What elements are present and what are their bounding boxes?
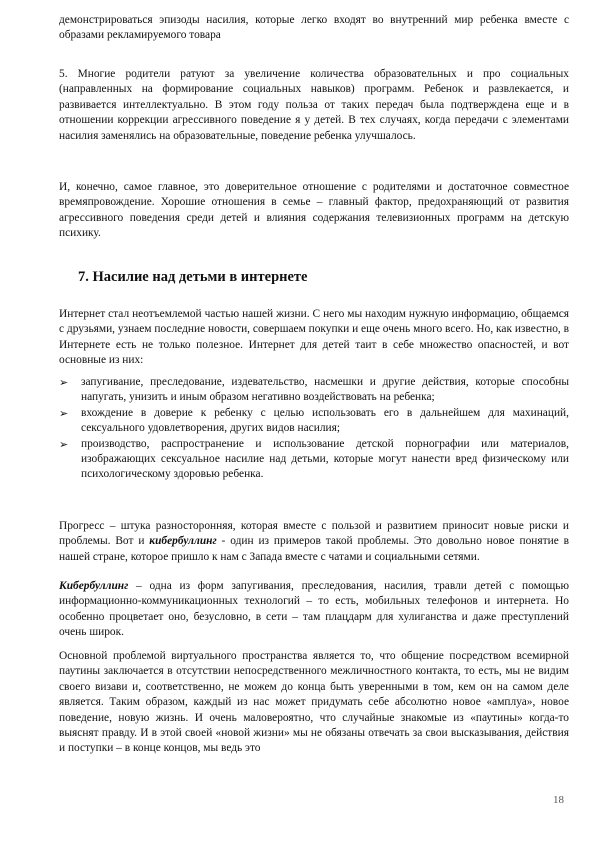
list-item: ➢ вхождение в доверие к ребенку с целью использовать его в дальнейшем для махинаций, сексуального удовлетворения, других видов насилия; (59, 406, 569, 435)
section-heading: 7. Насилие над детьми в интернете (78, 269, 308, 285)
page-number: 18 (553, 794, 564, 806)
paragraph-internet-intro: Интернет стал неотъемлемой частью нашей жизни. С него мы находим нужную информацию, общаемся с друзьями, узнаем последние новости, совершаем покупки и еще очень много всего. Но, как известно, в Интернете есть не только полезное. Интернет для детей таит в себе множество опасностей, и вот основные из них: (59, 308, 569, 367)
paragraph-trust: И, конечно, самое главное, это доверительное отношение с родителями и достаточное совместное времяпровождение. Хорошие отношения в семье – главный фактор, предохраняющий от развития агрессивного поведения среди детей и влияния содержания телевизионных программ на детскую психику. (59, 181, 569, 240)
paragraph-virtual-space: Основной проблемой виртуального пространства является то, что общение посредством всемирной паутины заключается в отсутствии непосредственного межличностного контакта, то есть, мы не видим своего визави и, соответственно, не можем до конца быть уверенными в том, кем он на самом деле является. Таким образом, каждый из нас может придумать себе абсолютно новое «амплуа», новое поведение, новую жизнь. И очень маловероятно, что случайные знакомые из «паутины» когда-то выяснят правду. И в этой своей «новой жизни» мы не обязаны отвечать за свои высказывания, действия и поступки – в конце концов, мы ведь это (59, 650, 569, 755)
arrow-bullet-icon: ➢ (59, 376, 69, 389)
danger-list (59, 375, 569, 483)
paragraph-cyberbullying-definition: Кибербуллинг – одна из форм запугивания, преследования, насилия, травли детей с помощью информационно-коммуникационных технологий – то есть, мобильных телефонов и интернета. Но особенно процветает оно, безусловно, в сети – там плацдарм для хулиганства и даже преступлений очень широк. (59, 580, 569, 639)
list-item: ➢ запугивание, преследование, издевательство, насмешки и другие действия, которые способны напугать, унизить и иным образом негативно воздействовать на ребенка; (59, 376, 569, 404)
paragraph-continuation: демонстрироваться эпизоды насилия, которые легко входят во внутренний мир ребенка вместе с образами рекламируемого товара (59, 14, 569, 42)
list-item: ➢ производство, распространение и использование детской порнографии или материалов, изображающих сексуальное насилие над детьми, которые могут нанести вред физическому или психологическому здоровью ребенка. (59, 437, 569, 481)
term-cyberbullying-definition: Кибербуллинг (59, 580, 129, 592)
paragraph-progress: Прогресс – штука разносторонняя, которая вместе с пользой и развитием приносит новые риски и проблемы. Вот и кибербуллинг - один из примеров такой проблемы. Это довольно новое понятие в нашей стране, которое пришло к нам с Запада вместе с чатами и социальными сетями. (59, 520, 569, 563)
paragraph-point-5: 5. Многие родители ратуют за увеличение количества образовательных и про социальных (направленных на формирование социальных навыков) программ. Ребенок и развлекается, и развивается интеллектуально. В этом году польза от таких передач была подтверждена еще и в отношении коррекции агрессивного поведение я у детей. В тех случаях, когда передачи с элементами насилия заменялись на образовательные, поведение ребенка улучшалось. (59, 68, 569, 142)
term-cyberbullying: кибербуллинг (149, 535, 217, 548)
arrow-bullet-icon: ➢ (59, 437, 69, 451)
arrow-bullet-icon: ➢ (59, 406, 69, 420)
